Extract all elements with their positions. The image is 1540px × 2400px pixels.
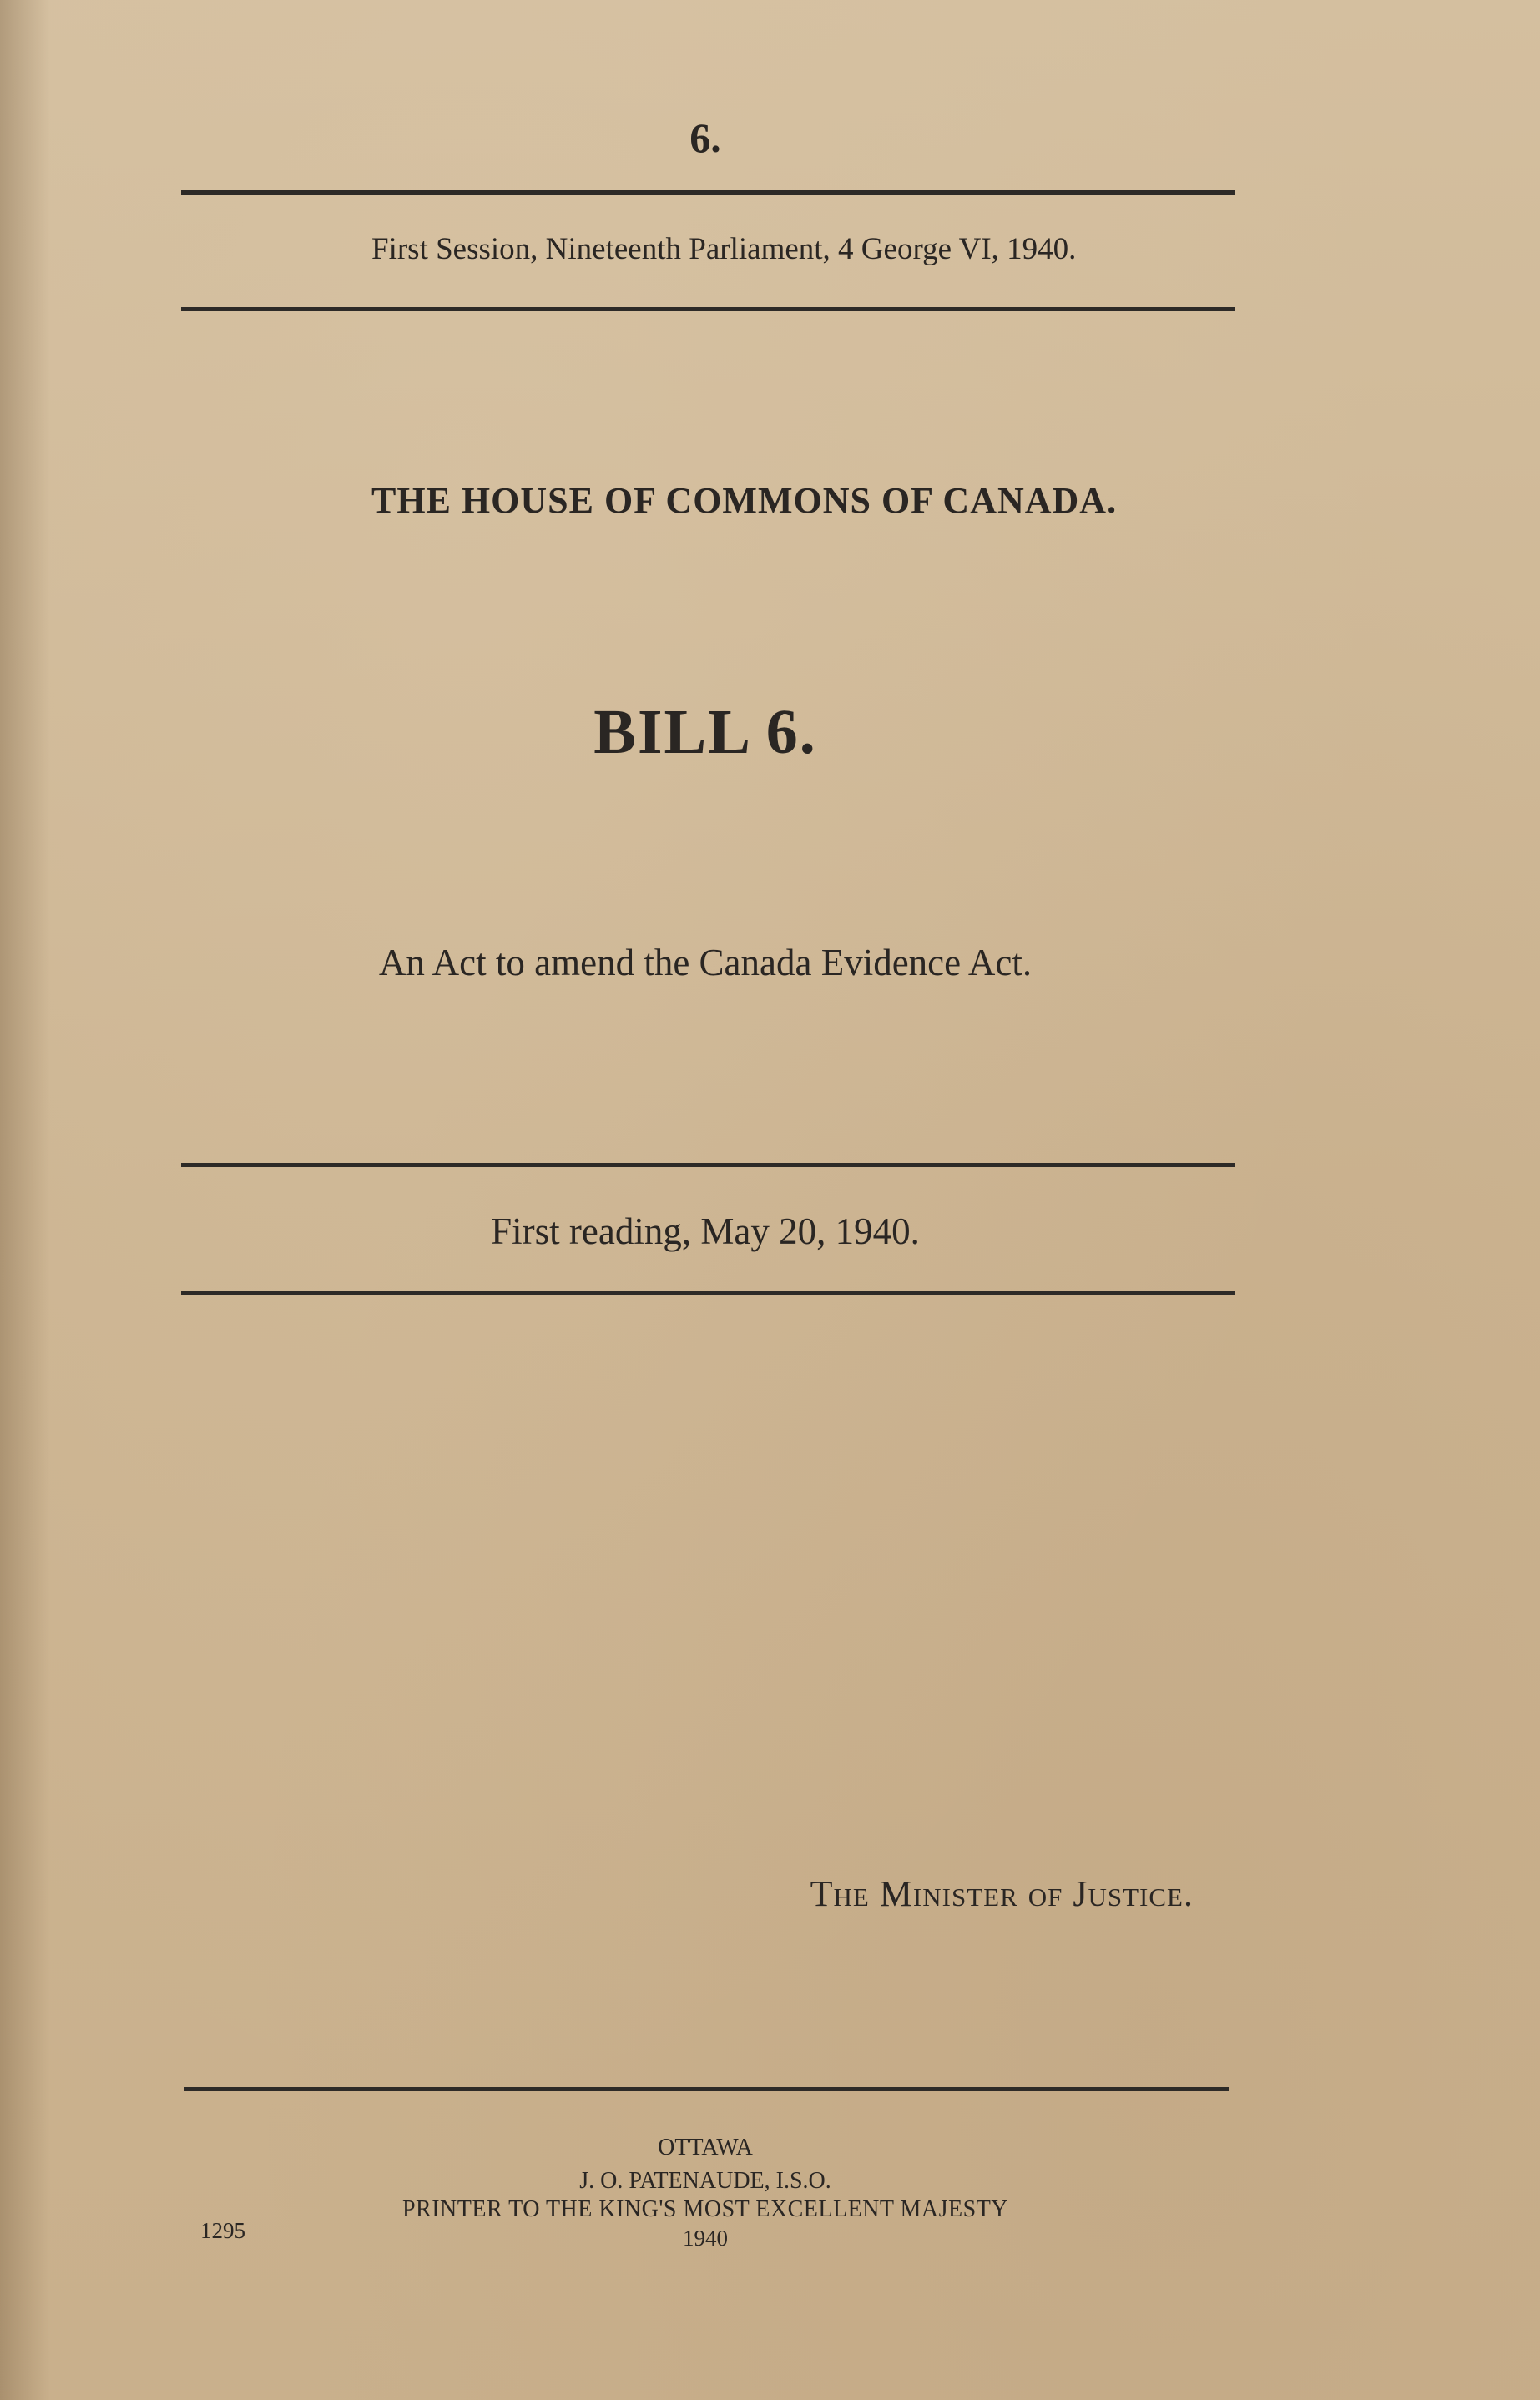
act-title: An Act to amend the Canada Evidence Act. bbox=[378, 942, 1033, 983]
first-reading-line: First reading, May 20, 1940. bbox=[491, 1210, 920, 1252]
house-heading: THE HOUSE OF COMMONS OF CANADA. bbox=[371, 480, 1118, 521]
session-line: First Session, Nineteenth Parliament, 4 George VI, 1940. bbox=[371, 232, 1077, 266]
reading-bottom-rule bbox=[181, 1291, 1235, 1295]
session-rule bbox=[181, 307, 1235, 311]
page-number: 6. bbox=[689, 114, 721, 161]
imprint-printer: J. O. PATENAUDE, I.S.O. bbox=[579, 2168, 831, 2194]
imprint-city: OTTAWA bbox=[658, 2135, 753, 2160]
reading-top-rule bbox=[181, 1163, 1235, 1167]
top-rule bbox=[181, 190, 1235, 195]
imprint-rule bbox=[184, 2087, 1229, 2091]
bill-title: BILL 6. bbox=[593, 697, 817, 767]
page-edge-shading bbox=[0, 0, 50, 2400]
sponsor-line: The Minister of Justice. bbox=[810, 1873, 1194, 1914]
print-code: 1295 bbox=[200, 2218, 245, 2243]
imprint-year: 1940 bbox=[683, 2226, 728, 2251]
imprint-printer-title: PRINTER TO THE KING'S MOST EXCELLENT MAJESTY bbox=[401, 2196, 1009, 2222]
